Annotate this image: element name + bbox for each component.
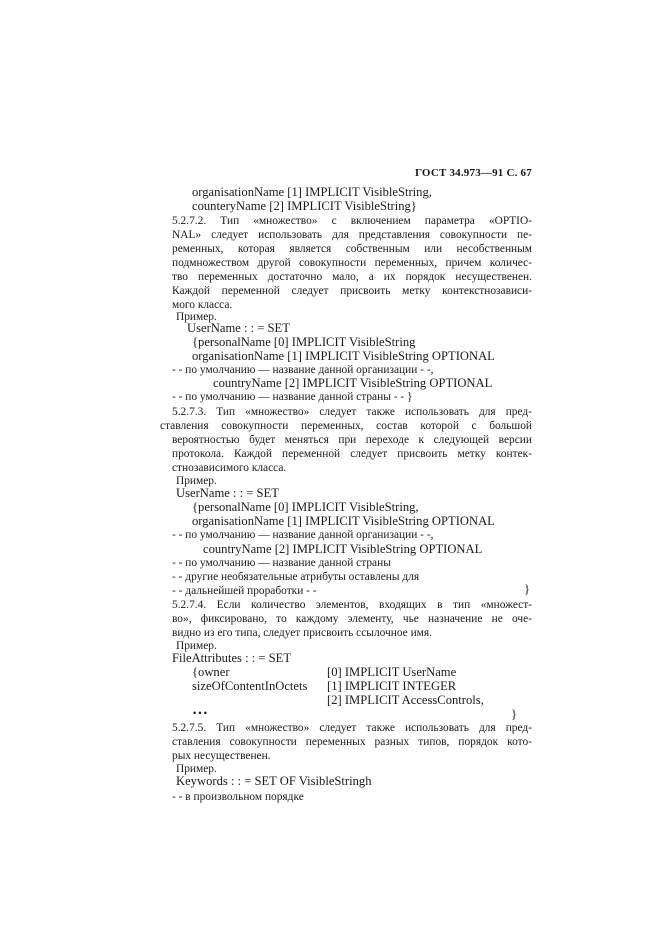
- paragraph-line: ставления совокупности переменных разных типов, порядок кото-: [172, 736, 532, 748]
- code-line: [2] IMPLICIT AccessControls,: [327, 693, 484, 707]
- ellipsis: • • •: [193, 708, 207, 718]
- code-line: organisationName [1] IMPLICIT VisibleString OPTIONAL: [192, 514, 495, 528]
- code-line: UserName : : = SET: [187, 321, 290, 335]
- code-line: [1] IMPLICIT INTEGER: [327, 679, 457, 693]
- paragraph-line: видно из его типа, следует присвоить ссылочное имя.: [172, 627, 432, 639]
- paragraph-line: подмножеством другой совокупности переменных, причем количес-: [172, 257, 532, 269]
- paragraph-line: мого класса.: [172, 299, 233, 311]
- code-comment: - - другие необязательные атрибуты оставлены для: [172, 571, 420, 583]
- code-comment: - - в произвольном порядке: [172, 791, 304, 803]
- code-line: sizeOfContentInOctets: [192, 679, 308, 693]
- code-comment: - - по умолчанию — название данной организации - -,: [172, 364, 434, 376]
- code-comment: - - по умолчанию — название данной организации - -,: [172, 529, 434, 541]
- paragraph-line: ременных, которая является собственным или несобственным: [172, 243, 532, 255]
- paragraph-line: 5.2.7.4. Если количество элементов, входящих в тип «множест-: [172, 599, 532, 611]
- code-line: {owner: [192, 665, 230, 679]
- paragraph-line: 5.2.7.2. Тип «множество» с включением параметра «OPTIO-: [172, 215, 532, 227]
- paragraph-line: NAL» следует использовать для представления совокупности пе-: [172, 229, 532, 241]
- paragraph-line: вероятностью будет меняться при переходе к следующей версии: [172, 434, 532, 446]
- code-line: {personalName [0] IMPLICIT VisibleString,: [192, 500, 419, 514]
- paragraph-line: рых несущественен.: [172, 750, 271, 762]
- code-line: countryName [2] IMPLICIT VisibleString OPTIONAL: [213, 376, 493, 390]
- paragraph-line: 5.2.7.3. Тип «множество» следует также использовать для пред-: [172, 406, 532, 418]
- code-comment: - - дальнейшей проработки - -: [172, 585, 317, 597]
- example-label: Пример.: [176, 311, 217, 323]
- paragraph-line: во», фиксировано, то каждому элементу, чье назначение не оче-: [172, 613, 532, 625]
- code-line: {personalName [0] IMPLICIT VisibleString: [192, 335, 416, 349]
- example-label: Пример.: [176, 763, 217, 775]
- code-comment: - - по умолчанию — название данной страны: [172, 557, 391, 569]
- paragraph-line: тво переменных достаточно мало, а их порядок несущественен.: [172, 271, 532, 283]
- example-label: Пример.: [176, 475, 217, 487]
- code-line: UserName : : = SET: [176, 486, 279, 500]
- text-line: counteryName [2] IMPLICIT VisibleString}: [192, 199, 417, 213]
- paragraph-line: стнозависимого класса.: [172, 462, 287, 474]
- paragraph-line: ставления совокупности переменных, состав которой с большой: [160, 420, 532, 432]
- paragraph-line: Каждой переменной следует присвоить метку контекстнозависи-: [172, 285, 532, 297]
- code-line: organisationName [1] IMPLICIT VisibleString OPTIONAL: [192, 349, 495, 363]
- closing-brace: }: [524, 582, 531, 596]
- code-line: FileAttributes : : = SET: [172, 651, 292, 665]
- code-comment: - - по умолчанию — название данной страны - - }: [172, 391, 413, 403]
- paragraph-line: 5.2.7.5. Тип «множество» следует также использовать для пред-: [172, 722, 532, 734]
- closing-brace: }: [511, 707, 518, 721]
- code-line: [0] IMPLICIT UserName: [327, 665, 457, 679]
- text-line: organisationName [1] IMPLICIT VisibleString,: [192, 185, 432, 199]
- page-header: ГОСТ 34.973—91 С. 67: [415, 167, 532, 179]
- paragraph-line: протокола. Каждой переменной следует присвоить метку контек-: [172, 448, 532, 460]
- code-line: countryName [2] IMPLICIT VisibleString OPTIONAL: [203, 542, 483, 556]
- example-label: Пример.: [176, 640, 217, 652]
- code-line: Keywords : : = SET OF VisibleStringh: [176, 774, 372, 788]
